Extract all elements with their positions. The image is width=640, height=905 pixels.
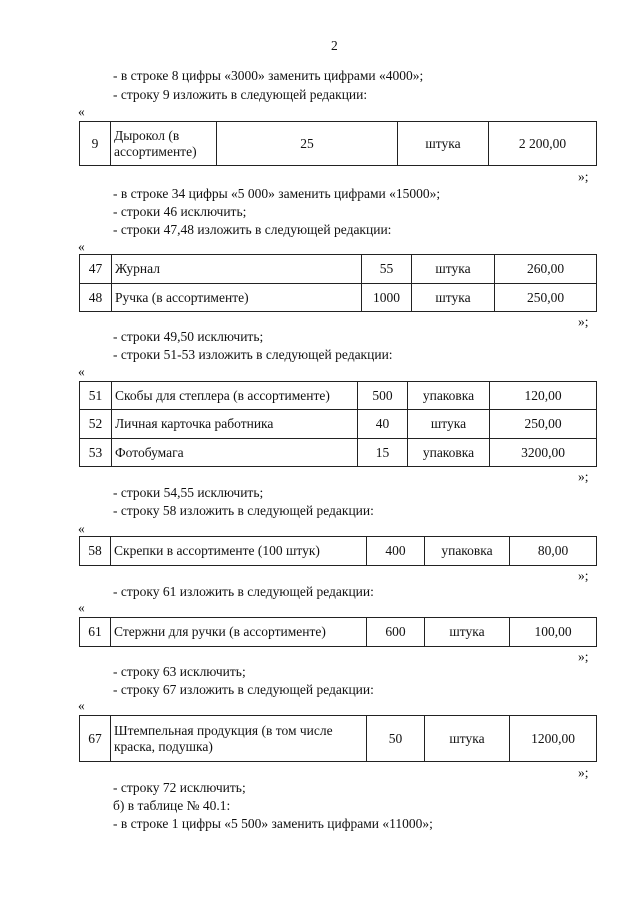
item-name: Фотобумага bbox=[112, 439, 358, 467]
text-line: - в строке 1 цифры «5 500» заменить цифрами «11000»; bbox=[113, 816, 433, 831]
row-number: 51 bbox=[80, 382, 112, 410]
text-line: - строку 58 изложить в следующей редакции: bbox=[113, 503, 374, 518]
table-row-61 bbox=[79, 617, 597, 647]
close-quote: »; bbox=[578, 649, 589, 664]
table-row bbox=[80, 537, 597, 566]
row-number: 67 bbox=[80, 716, 111, 762]
table-row-67 bbox=[79, 715, 597, 762]
text-line: - строку 61 изложить в следующей редакции: bbox=[113, 584, 374, 599]
item-unit: штука bbox=[425, 618, 510, 647]
item-quantity: 55 bbox=[362, 255, 412, 284]
item-price: 120,00 bbox=[490, 382, 597, 410]
open-quote: « bbox=[78, 698, 85, 713]
text-line: - строки 49,50 исключить; bbox=[113, 329, 264, 344]
text-line: - строки 46 исключить; bbox=[113, 204, 247, 219]
item-name: Скрепки в ассортименте (100 штук) bbox=[111, 537, 367, 566]
row-number: 9 bbox=[80, 122, 111, 166]
item-unit: штука bbox=[425, 716, 510, 762]
table-row bbox=[80, 255, 597, 284]
text-line: - строки 54,55 исключить; bbox=[113, 485, 264, 500]
open-quote: « bbox=[78, 104, 85, 119]
item-price: 2 200,00 bbox=[489, 122, 597, 166]
table-row bbox=[80, 284, 597, 312]
text-line: - в строке 34 цифры «5 000» заменить цифрами «15000»; bbox=[113, 186, 441, 201]
table-row bbox=[80, 382, 597, 410]
item-unit: штука bbox=[408, 410, 490, 439]
item-unit: штука bbox=[412, 255, 495, 284]
item-name: Скобы для степлера (в ассортименте) bbox=[112, 382, 358, 410]
table-row bbox=[80, 716, 597, 762]
item-quantity: 50 bbox=[367, 716, 425, 762]
close-quote: »; bbox=[578, 469, 589, 484]
item-price: 250,00 bbox=[490, 410, 597, 439]
item-quantity: 15 bbox=[358, 439, 408, 467]
table-row bbox=[80, 410, 597, 439]
item-name: Ручка (в ассортименте) bbox=[112, 284, 362, 312]
item-name: Журнал bbox=[112, 255, 362, 284]
item-unit: упаковка bbox=[425, 537, 510, 566]
item-price: 250,00 bbox=[495, 284, 597, 312]
item-price: 260,00 bbox=[495, 255, 597, 284]
item-price: 3200,00 bbox=[490, 439, 597, 467]
item-name: Личная карточка работника bbox=[112, 410, 358, 439]
item-quantity: 40 bbox=[358, 410, 408, 439]
item-name: Стержни для ручки (в ассортименте) bbox=[111, 618, 367, 647]
table-row-9 bbox=[79, 121, 597, 166]
close-quote: »; bbox=[578, 314, 589, 329]
item-quantity: 500 bbox=[358, 382, 408, 410]
item-unit: упаковка bbox=[408, 439, 490, 467]
row-number: 48 bbox=[80, 284, 112, 312]
item-name: Штемпельная продукция (в том числе краска, подушка) bbox=[111, 716, 367, 762]
item-quantity: 400 bbox=[367, 537, 425, 566]
table-rows-47-48 bbox=[79, 254, 597, 312]
text-line: - строку 63 исключить; bbox=[113, 664, 246, 679]
item-name: Дырокол (в ассортименте) bbox=[111, 122, 217, 166]
item-quantity: 600 bbox=[367, 618, 425, 647]
item-price: 80,00 bbox=[510, 537, 597, 566]
table-rows-51-53 bbox=[79, 381, 597, 467]
open-quote: « bbox=[78, 600, 85, 615]
open-quote: « bbox=[78, 364, 85, 379]
close-quote: »; bbox=[578, 568, 589, 583]
text-line: - строку 67 изложить в следующей редакции: bbox=[113, 682, 374, 697]
open-quote: « bbox=[78, 239, 85, 254]
table-row-58 bbox=[79, 536, 597, 566]
item-quantity: 1000 bbox=[362, 284, 412, 312]
item-quantity: 25 bbox=[217, 122, 398, 166]
text-line: - строки 51-53 изложить в следующей редакции: bbox=[113, 347, 393, 362]
text-line: - строку 72 исключить; bbox=[113, 780, 246, 795]
text-line: - строку 9 изложить в следующей редакции: bbox=[113, 87, 368, 102]
close-quote: »; bbox=[578, 169, 589, 184]
text-line: - строки 47,48 изложить в следующей редакции: bbox=[113, 222, 392, 237]
row-number: 58 bbox=[80, 537, 111, 566]
table-row bbox=[80, 618, 597, 647]
row-number: 61 bbox=[80, 618, 111, 647]
item-unit: штука bbox=[412, 284, 495, 312]
open-quote: « bbox=[78, 521, 85, 536]
row-number: 47 bbox=[80, 255, 112, 284]
text-line: - в строке 8 цифры «3000» заменить цифрами «4000»; bbox=[113, 68, 424, 83]
row-number: 53 bbox=[80, 439, 112, 467]
item-price: 1200,00 bbox=[510, 716, 597, 762]
row-number: 52 bbox=[80, 410, 112, 439]
page-number: 2 bbox=[331, 38, 338, 53]
item-price: 100,00 bbox=[510, 618, 597, 647]
item-unit: штука bbox=[398, 122, 489, 166]
table-row bbox=[80, 122, 597, 166]
text-line: б) в таблице № 40.1: bbox=[113, 798, 231, 813]
close-quote: »; bbox=[578, 765, 589, 780]
item-unit: упаковка bbox=[408, 382, 490, 410]
table-row bbox=[80, 439, 597, 467]
